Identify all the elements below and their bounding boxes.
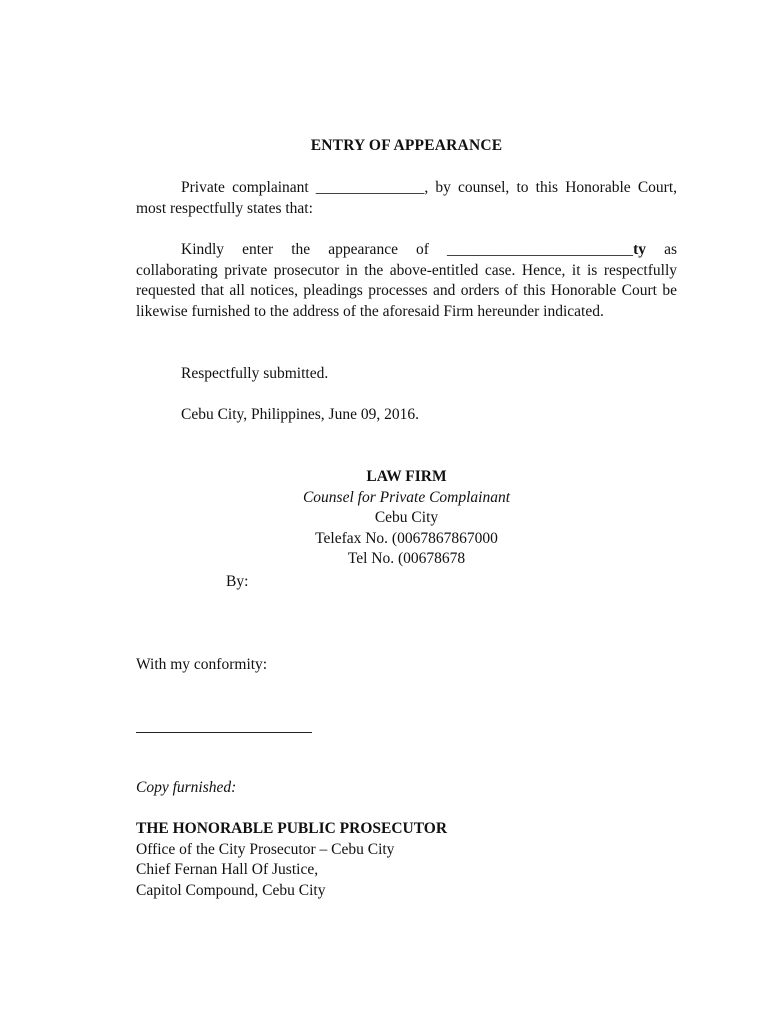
recipient-block <box>136 819 677 901</box>
firm-city: Cebu City <box>374 509 439 526</box>
document-page <box>136 0 677 1024</box>
firm-telefax: Telefax No. (0067867867000 <box>315 529 498 547</box>
signature-line <box>136 732 312 733</box>
recipient-address: Capitol Compound, Cebu City <box>136 881 326 899</box>
opening-paragraph: Private complainant ______________, by counsel, to this Honorable Court, most respectfully states that: <box>136 179 677 217</box>
conformity-label: With my conformity: <box>136 656 268 673</box>
appearance-text-start: Kindly enter the appearance of ________________________ <box>181 241 634 258</box>
by-label: By: <box>226 573 249 590</box>
copy-furnished-label: Copy furnished: <box>136 779 237 796</box>
firm-role: Counsel for Private Complainant <box>302 488 511 506</box>
place-and-date: Cebu City, Philippines, June 09, 2016. <box>181 406 419 423</box>
appearance-paragraph <box>136 240 677 322</box>
document-title: ENTRY OF APPEARANCE <box>310 137 503 154</box>
recipient-office: Office of the City Prosecutor – Cebu City <box>136 840 395 858</box>
appearance-text-bold: ty <box>633 241 646 258</box>
appearance-text-end: as collaborating private prosecutor in the above-entitled case. Hence, it is respectfully requested that all notices, pleadings processes and orders of this Honorable Court be likewise furnished to the address of the aforesaid Firm hereunder indicated. <box>136 241 677 320</box>
firm-name: LAW FIRM <box>366 468 447 485</box>
recipient-name: THE HONORABLE PUBLIC PROSECUTOR <box>136 820 448 837</box>
recipient-hall: Chief Fernan Hall Of Justice, <box>136 861 319 878</box>
firm-tel: Tel No. (00678678 <box>347 550 466 567</box>
respectfully-submitted: Respectfully submitted. <box>181 365 329 382</box>
firm-block <box>136 467 677 570</box>
